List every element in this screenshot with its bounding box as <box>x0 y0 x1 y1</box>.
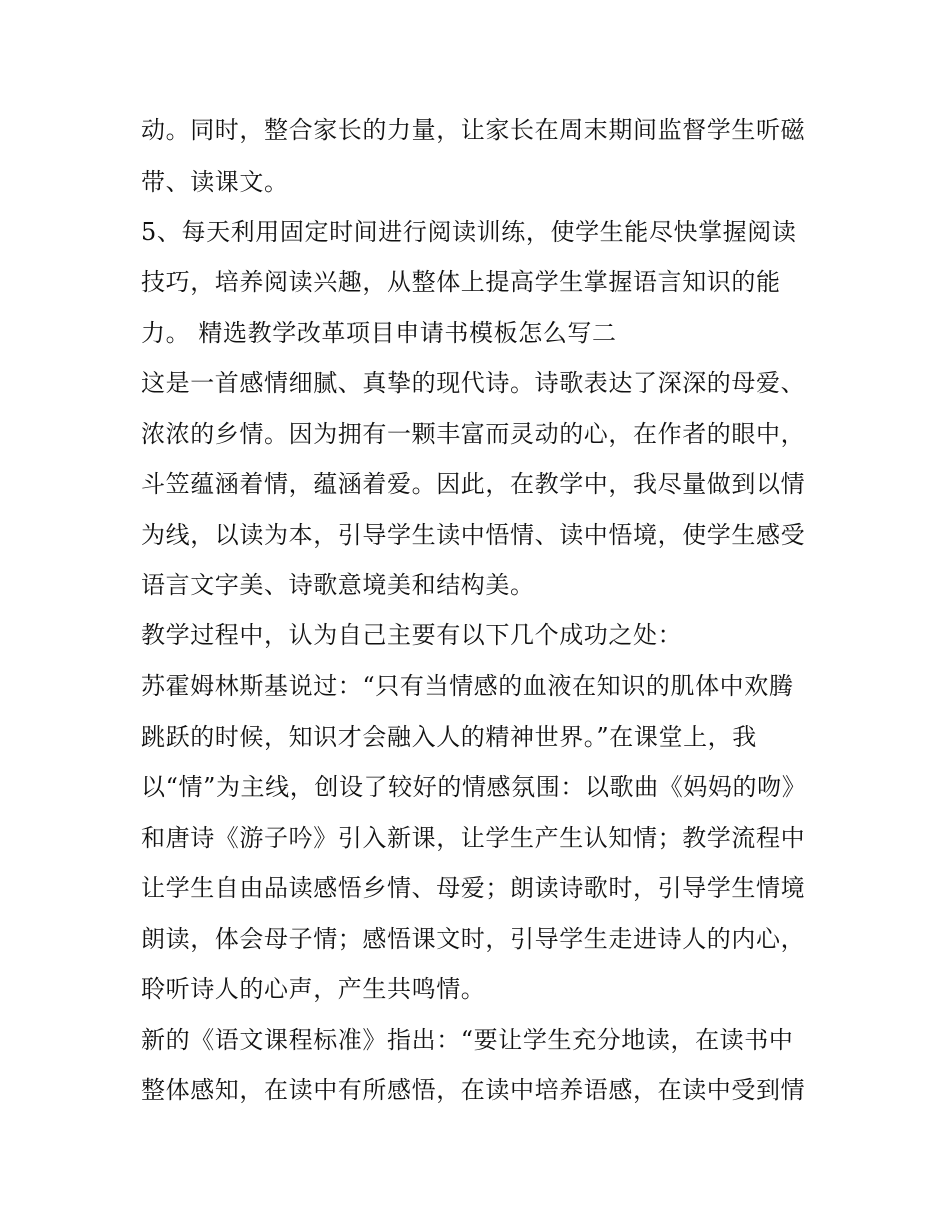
text-line: 5、每天利用固定时间进行阅读训练，使学生能尽快掌握阅读 <box>141 218 797 246</box>
text-line: 技巧，培养阅读兴趣，从整体上提高学生掌握语言知识的能 <box>141 268 781 296</box>
text-line: 整体感知，在读中有所感悟，在读中培养语感，在读中受到情 <box>141 1076 806 1104</box>
text-line: 斗笠蕴涵着情，蕴涵着爱。因此，在教学中，我尽量做到以情 <box>141 470 806 498</box>
text-line: 苏霍姆林斯基说过：“只有当情感的血液在知识的肌体中欢腾 <box>141 672 794 700</box>
text-line: 为线，以读为本，引导学生读中悟情、读中悟境，使学生感受 <box>141 521 806 549</box>
text-line: 朗读，体会母子情；感悟课文时，引导学生走进诗人的内心， <box>141 925 806 953</box>
text-line: 以“情”为主线，创设了较好的情感氛围：以歌曲《妈妈的吻》 <box>141 773 807 801</box>
text-line: 让学生自由品读感悟乡情、母爱；朗读诗歌时，引导学生情境 <box>141 874 806 902</box>
text-line: 和唐诗《游子吟》引入新课，让学生产生认知情；教学流程中 <box>141 824 806 852</box>
text-line: 动。同时，整合家长的力量，让家长在周末期间监督学生听磁 <box>141 116 806 144</box>
text-line: 教学过程中，认为自己主要有以下几个成功之处： <box>141 621 683 649</box>
text-line: 这是一首感情细腻、真挚的现代诗。诗歌表达了深深的母爱、 <box>141 369 806 397</box>
text-line: 新的《语文课程标准》指出：“要让学生充分地读，在读书中 <box>141 1026 794 1054</box>
text-line: 聆听诗人的心声，产生共鸣情。 <box>141 975 486 1003</box>
text-line: 带、读课文。 <box>141 168 289 196</box>
text-line: 语言文字美、诗歌意境美和结构美。 <box>141 571 535 599</box>
text-line: 力。 精选教学改革项目申请书模板怎么写二 <box>141 319 617 347</box>
text-line: 浓浓的乡情。因为拥有一颗丰富而灵动的心，在作者的眼中， <box>141 420 806 448</box>
text-line: 跳跃的时候，知识才会融入人的精神世界。”在课堂上，我 <box>141 723 757 751</box>
